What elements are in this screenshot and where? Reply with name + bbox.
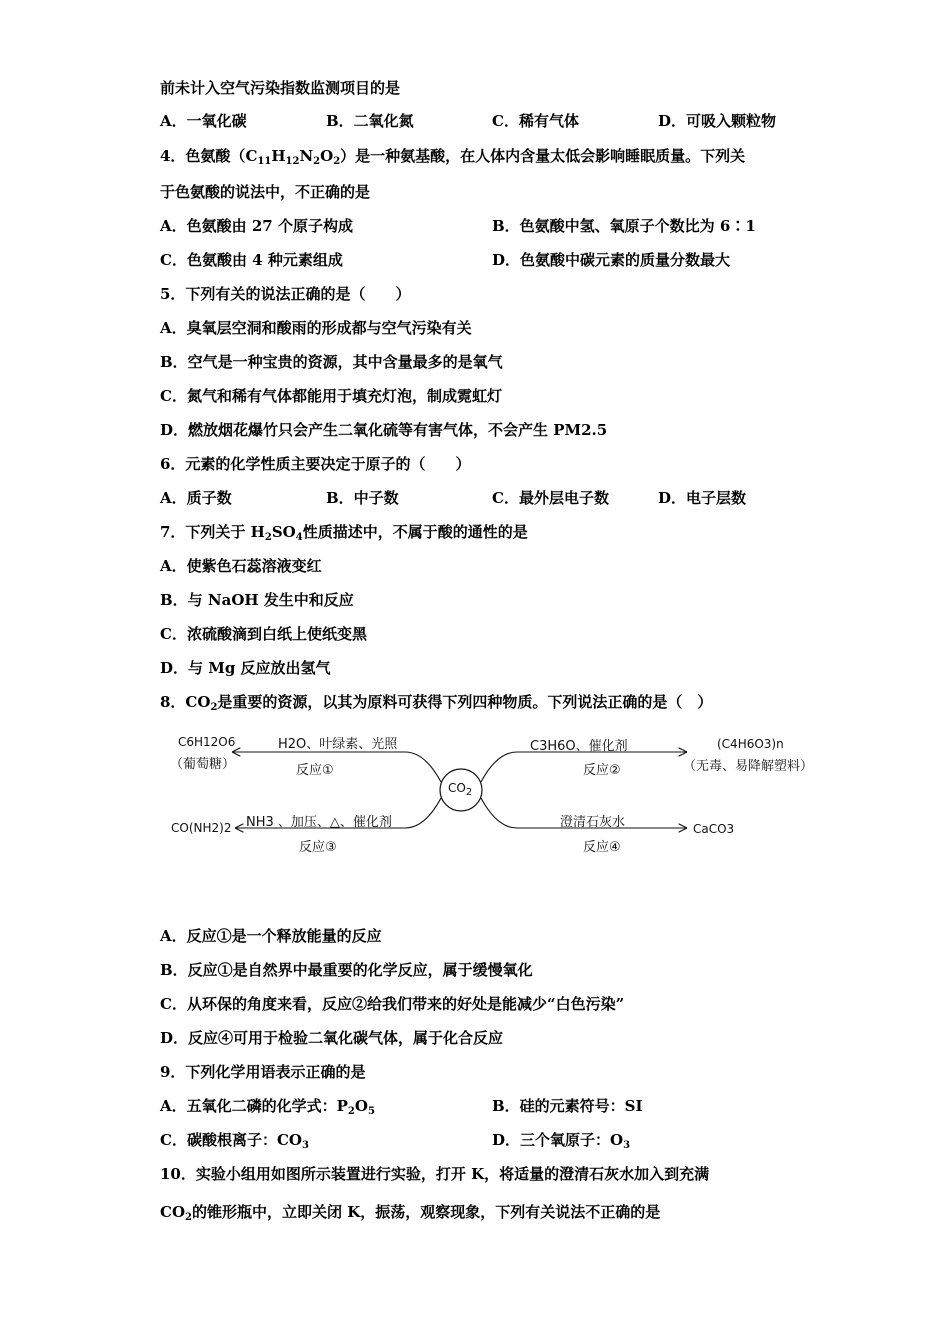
r1-product-name: （葡萄糖） <box>170 757 236 772</box>
q9-stem: 9．下列化学用语表示正确的是 <box>160 1063 366 1081</box>
q4-stem-line2: 于色氨酸的说法中，不正确的是 <box>160 183 371 201</box>
line-q3-stem-end: 前未计入空气污染指数监测项目的是 <box>160 79 401 97</box>
q7-option-a: A．使紫色石蕊溶液变红 <box>160 557 322 575</box>
q6-option-b: B．中子数 <box>326 489 399 507</box>
r1-label: 反应① <box>296 763 334 778</box>
r2-product-name: （无毒、易降解塑料） <box>683 759 814 774</box>
r1-conditions: H2O、叶绿素、光照 <box>278 737 398 752</box>
r1-product: C6H12O6 <box>178 735 236 749</box>
q10-stem-line1: 10．实验小组用如图所示装置进行实验，打开 K，将适量的澄清石灰水加入到充满 <box>160 1165 710 1183</box>
q6-option-c: C．最外层电子数 <box>492 489 609 507</box>
q9-option-b: B．硅的元素符号：SI <box>492 1097 643 1115</box>
r2-label: 反应② <box>583 763 621 778</box>
q4-option-b: B．色氨酸中氢、氧原子个数比为 6∶1 <box>492 217 756 235</box>
q4-option-c: C．色氨酸由 4 种元素组成 <box>160 251 343 269</box>
reaction-1-arrow <box>233 752 441 782</box>
q6-stem: 6．元素的化学性质主要决定于原子的（ ） <box>160 455 471 473</box>
q4-stem: 4．色氨酸$(C_{11}H_{12}N_2O_2)$是一种氨基酸，在人体内含量太低会影响睡眠质量。下列关 <box>160 147 746 167</box>
q8-option-b: B．反应①是自然界中最重要的化学反应，属于缓慢氧化 <box>160 961 533 979</box>
q9-option-c: C．碳酸根离子：$CO_3$ <box>160 1131 309 1151</box>
q3-option-d: D．可吸入颗粒物 <box>658 112 777 130</box>
co2-center-label: $CO_2$ <box>448 781 473 798</box>
q5-option-d: D．燃放烟花爆竹只会产生二氧化硫等有害气体，不会产生 PM2.5 <box>160 421 608 439</box>
q4-option-d: D．色氨酸中碳元素的质量分数最大 <box>492 251 731 269</box>
r2-conditions: C3H6O、催化剂 <box>530 739 628 754</box>
q9-option-d: D．三个氧原子：$O_3$ <box>492 1131 631 1151</box>
q5-stem: 5．下列有关的说法正确的是（ ） <box>160 285 411 303</box>
q8-option-c: C．从环保的角度来看，反应②给我们带来的好处是能减少“白色污染” <box>160 995 625 1013</box>
r4-label: 反应④ <box>583 840 621 855</box>
r2-product: (C4H6O3)n <box>717 737 784 751</box>
q3-option-c: C．稀有气体 <box>492 112 579 130</box>
r4-product: CaCO3 <box>693 822 735 836</box>
q7-stem: 7．下列关于 $H_2SO_4$性质描述中，不属于酸的通性的是 <box>160 523 528 543</box>
q3-option-a: A．一氧化碳 <box>160 112 247 130</box>
q8-option-a: A．反应①是一个释放能量的反应 <box>160 927 382 945</box>
q9-option-a: A．五氧化二磷的化学式：$P_2O_5$ <box>160 1097 375 1117</box>
q7-option-b: B．与 NaOH 发生中和反应 <box>160 591 354 609</box>
q8-stem: 8．$CO_2$是重要的资源，以其为原料可获得下列四种物质。下列说法正确的是（ ） <box>160 693 713 713</box>
q8-option-d: D．反应④可用于检验二氧化碳气体，属于化合反应 <box>160 1029 504 1047</box>
q5-option-b: B．空气是一种宝贵的资源，其中含量最多的是氧气 <box>160 353 503 371</box>
r3-conditions: NH3 、加压、△、催化剂 <box>246 815 392 830</box>
q5-option-a: A．臭氧层空洞和酸雨的形成都与空气污染有关 <box>160 319 472 337</box>
q4-option-a: A．色氨酸由 27 个原子构成 <box>160 217 353 235</box>
q10-stem-line2: $CO_2$的锥形瓶中，立即关闭 K，振荡，观察现象，下列有关说法不正确的是 <box>160 1203 661 1223</box>
q6-option-a: A．质子数 <box>160 489 232 507</box>
r3-label: 反应③ <box>299 840 337 855</box>
q7-option-c: C．浓硫酸滴到白纸上使纸变黑 <box>160 625 367 643</box>
r3-product: CO(NH2)2 <box>171 821 232 835</box>
q6-option-d: D．电子层数 <box>658 489 747 507</box>
q5-option-c: C．氮气和稀有气体都能用于填充灯泡，制成霓虹灯 <box>160 387 502 405</box>
q7-option-d: D．与 Mg 反应放出氢气 <box>160 659 331 677</box>
q3-option-b: B．二氧化氮 <box>326 112 414 130</box>
r4-conditions: 澄清石灰水 <box>560 815 626 830</box>
